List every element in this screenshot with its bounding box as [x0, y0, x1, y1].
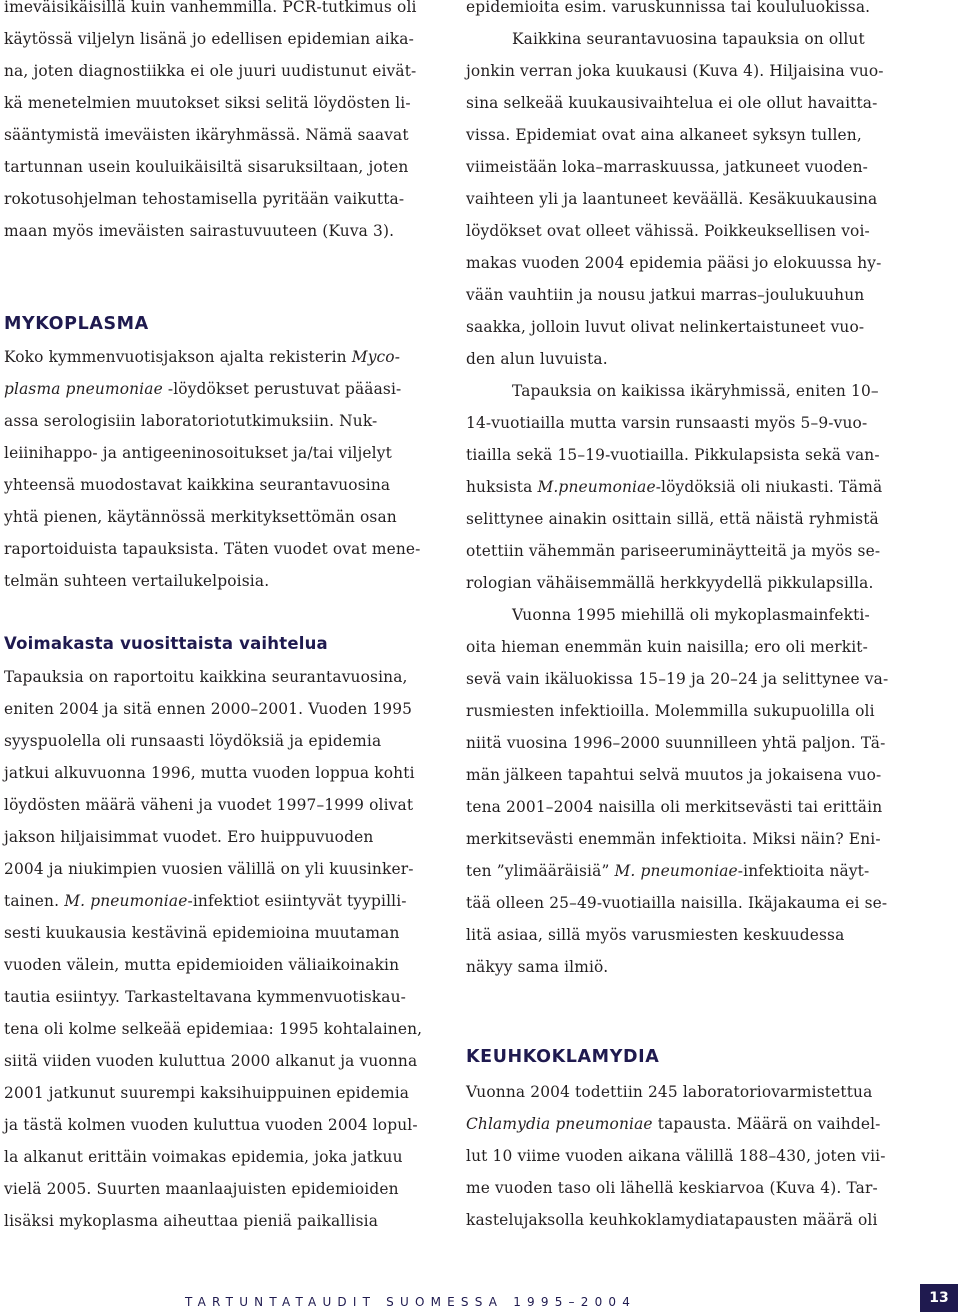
text-line: niitä vuosina 1996–2000 suunnilleen yhtä paljon. Tä-: [466, 734, 886, 752]
text-line: Kaikkina seurantavuosina tapauksia on ollut: [512, 30, 865, 48]
text-line: viimeistään loka–marraskuussa, jatkuneet vuoden-: [466, 158, 868, 176]
text-line: syyspuolella oli runsaasti löydöksiä ja epidemia: [4, 732, 382, 750]
text-line: lut 10 viime vuoden aikana välillä 188–430, joten vii-: [466, 1147, 886, 1165]
text-line: vissa. Epidemiat ovat aina alkaneet syksyn tullen,: [466, 126, 862, 144]
text-line: me vuoden taso oli lähellä keskiarvoa (Kuva 4). Tar-: [466, 1179, 878, 1197]
text-line: 2001 jatkunut suurempi kaksihuippuinen epidemia: [4, 1084, 410, 1102]
text-line: Tapauksia on kaikissa ikäryhmissä, eniten 10–: [512, 382, 879, 400]
text-line: rologian vähäisemmällä herkkyydellä pikkulapsilla.: [466, 574, 874, 592]
text-line: otettiin vähemmän pariseeruminäytteitä ja myös se-: [466, 542, 881, 560]
text-line: oita hieman enemmän kuin naisilla; ero oli merkit-: [466, 638, 868, 656]
text-line: raportoiduista tapauksista. Täten vuodet ovat mene-: [4, 540, 421, 558]
text-line: tartunnan usein kouluikäisiltä sisaruksiltaan, joten: [4, 158, 409, 176]
text-line: leiinihappo- ja antigeeninosoitukset ja/tai viljelyt: [4, 444, 392, 462]
text-line: den alun luvuista.: [466, 350, 608, 368]
text-line: vuoden välein, mutta epidemioiden väliaikoinakin: [4, 956, 400, 974]
text-line: 2004 ja niukimpien vuosien välillä on yli kuusinker-: [4, 860, 414, 878]
text-line: löydösten määrä väheni ja vuodet 1997–1999 olivat: [4, 796, 414, 814]
text-line: kastelujaksolla keuhkoklamydiatapausten määrä oli: [466, 1211, 878, 1229]
text-line: tää olleen 25–49-vuotiailla naisilla. Ikäjakauma ei se-: [466, 894, 888, 912]
text-line: telmän suhteen vertailukelpoisia.: [4, 572, 270, 590]
text-line: saakka, jolloin luvut olivat nelinkertaistuneet vuo-: [466, 318, 865, 336]
text-line: merkitsevästi enemmän infektioita. Miksi näin? Eni-: [466, 830, 881, 848]
text-line: ja tästä kolmen vuoden kuluttua vuoden 2004 lopul-: [4, 1116, 418, 1134]
text-line: vään vauhtiin ja nousu jatkui marras–joulukuuhun: [466, 286, 865, 304]
text-line: sääntymistä imeväisten ikäryhmässä. Nämä saavat: [4, 126, 409, 144]
text-line: sevä vain ikäluokissa 15–19 ja 20–24 ja selittynee va-: [466, 670, 889, 688]
text-line: rokotusohjelman tehostamisella pyritään vaikutta-: [4, 190, 405, 208]
text-line: lisäksi mykoplasma aiheuttaa pieniä paikallisia: [4, 1212, 379, 1230]
text-line: vaihteen yli ja laantuneet keväällä. Kesäkuukausina: [466, 190, 878, 208]
text-line: 14-vuotiailla mutta varsin runsaasti myös 5–9-vuo-: [466, 414, 868, 432]
text-line: Tapauksia on raportoitu kaikkina seurantavuosina,: [4, 668, 408, 686]
text-line: jakson hiljaisimmat vuodet. Ero huippuvuoden: [4, 828, 374, 846]
text-line: la alkanut erittäin voimakas epidemia, joka jatkuu: [4, 1148, 403, 1166]
text-line: tena 2001–2004 naisilla oli merkitsevästi tai erittäin: [466, 798, 883, 816]
text-line: kä menetelmien muutokset siksi selitä löydösten li-: [4, 94, 411, 112]
text-line: yhtä pienen, käytännössä merkityksettömän osan: [4, 508, 397, 526]
text-line: huksista M.pneumoniae-löydöksiä oli niukasti. Tämä: [466, 478, 883, 496]
text-line: selittynee ainakin osittain sillä, että näistä ryhmistä: [466, 510, 879, 528]
text-line: jonkin verran joka kuukausi (Kuva 4). Hiljaisina vuo-: [466, 62, 884, 80]
text-line: käytössä viljelyn lisänä jo edellisen epidemian aika-: [4, 30, 414, 48]
text-line: imeväisikäisillä kuin vanhemmilla. PCR-tutkimus oli: [4, 0, 417, 16]
text-line: makas vuoden 2004 epidemia pääsi jo elokuussa hy-: [466, 254, 882, 272]
text-line: näkyy sama ilmiö.: [466, 958, 609, 976]
text-line: tiailla sekä 15–19-vuotiailla. Pikkulapsista sekä van-: [466, 446, 880, 464]
text-line: yhteensä muodostavat kaikkina seurantavuosina: [4, 476, 391, 494]
page-number-badge: 13: [920, 1284, 958, 1312]
text-line: litä asiaa, sillä myös varusmiesten keskuudessa: [466, 926, 845, 944]
text-line: tautia esiintyy. Tarkasteltavana kymmenvuotiskau-: [4, 988, 407, 1006]
text-line: rusmiesten infektioilla. Molemmilla sukupuolilla oli: [466, 702, 875, 720]
text-line: plasma pneumoniae -löydökset perustuvat pääasi-: [4, 380, 402, 398]
text-line: jatkui alkuvuonna 1996, mutta vuoden loppua kohti: [4, 764, 415, 782]
text-line: sesti kuukausia kestävinä epidemioina muutaman: [4, 924, 400, 942]
running-title: TARTUNTATAUDIT SUOMESSA 1995–2004: [185, 1295, 637, 1309]
text-line: löydökset ovat olleet vähissä. Poikkeuksellisen voi-: [466, 222, 870, 240]
text-line: Vuonna 2004 todettiin 245 laboratoriovarmistettua: [466, 1083, 873, 1101]
text-line: ten ”ylimääräisiä” M. pneumoniae-infektioita näyt-: [466, 862, 870, 880]
text-line: epidemioita esim. varuskunnissa tai koululuokissa.: [466, 0, 871, 16]
text-line: maan myös imeväisten sairastuvuuteen (Kuva 3).: [4, 222, 395, 240]
text-line: vielä 2005. Suurten maanlaajuisten epidemioiden: [4, 1180, 399, 1198]
text-line: Vuonna 1995 miehillä oli mykoplasmainfekti-: [512, 606, 870, 624]
text-line: tainen. M. pneumoniae-infektiot esiintyvät tyypilli-: [4, 892, 407, 910]
text-line: siitä viiden vuoden kuluttua 2000 alkanut ja vuonna: [4, 1052, 418, 1070]
text-line: na, joten diagnostiikka ei ole juuri uudistunut eivät-: [4, 62, 417, 80]
text-line: assa serologisiin laboratoriotutkimuksiin. Nuk-: [4, 412, 378, 430]
text-line: tena oli kolme selkeää epidemiaa: 1995 kohtalainen,: [4, 1020, 423, 1038]
section-heading-keuhkoklamydia: KEUHKOKLAMYDIA: [466, 1047, 660, 1067]
subsection-heading-vaihtelu: Voimakasta vuosittaista vaihtelua: [4, 634, 328, 653]
text-line: sina selkeää kuukausivaihtelua ei ole ollut havaitta-: [466, 94, 878, 112]
text-line: Chlamydia pneumoniae tapausta. Määrä on vaihdel-: [466, 1115, 881, 1133]
text-line: eniten 2004 ja sitä ennen 2000–2001. Vuoden 1995: [4, 700, 413, 718]
text-line: Koko kymmenvuotisjakson ajalta rekisterin Myco-: [4, 348, 401, 366]
text-line: män jälkeen tapahtui selvä muutos ja jokaisena vuo-: [466, 766, 882, 784]
section-heading-mykoplasma: MYKOPLASMA: [4, 314, 149, 334]
